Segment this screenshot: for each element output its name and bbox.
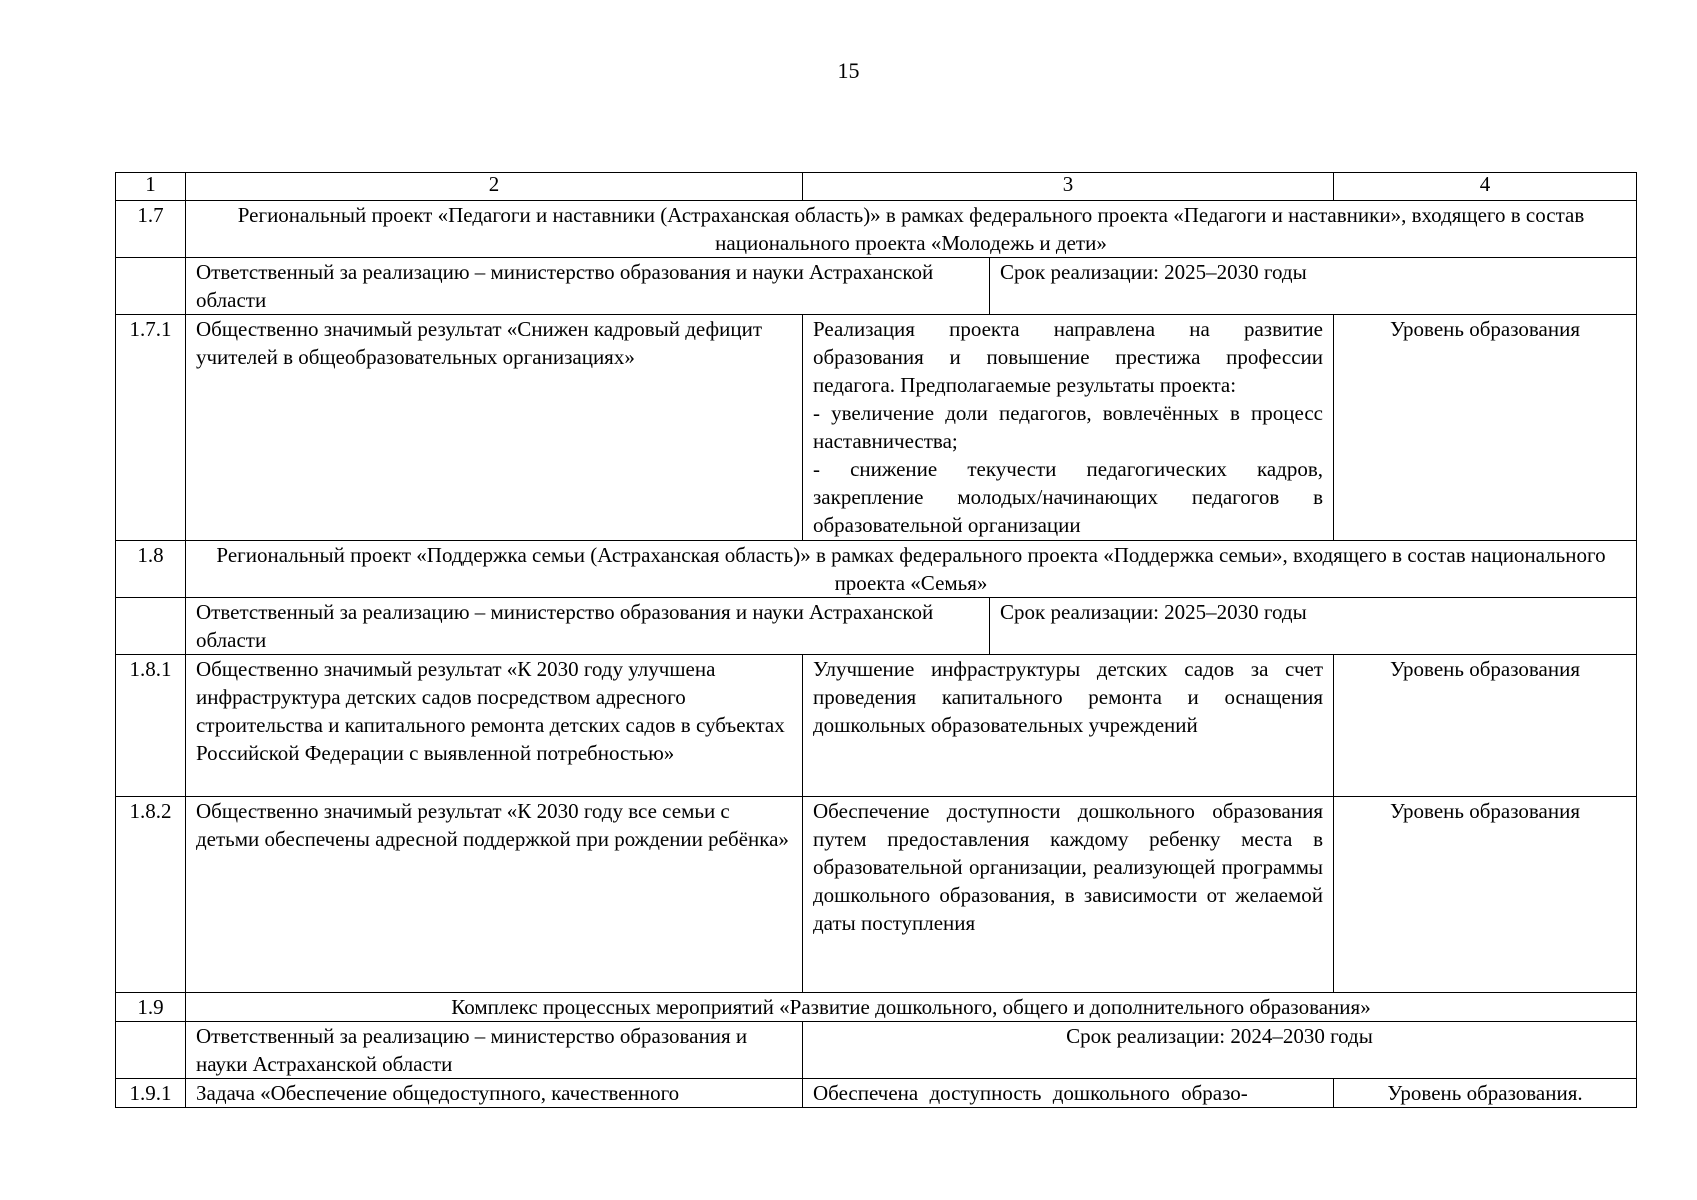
table-row-1-9-1 [116,1079,1637,1108]
description-cell: Обеспечена доступность дошкольного образо- [803,1079,1334,1108]
table-row-1-8-2 [116,797,1637,993]
implementation-term: Срок реализации: 2024–2030 годы [803,1022,1637,1079]
responsible-text: Ответственный за реализацию – министерство образования и науки Астраханской области [186,258,990,314]
table-row-1-7-1 [116,315,1637,541]
page-number: 15 [837,58,860,83]
level-cell: Уровень образования [1334,797,1637,993]
section-row-1-8 [116,541,1637,598]
row-number: 1.8.1 [116,655,186,797]
section-row-1-7 [116,201,1637,258]
program-table [115,172,1637,1108]
row-number: 1.9.1 [116,1079,186,1108]
section-number: 1.9 [116,993,186,1022]
level-cell: Уровень образования [1334,315,1637,541]
responsible-row-1-9 [116,1022,1637,1079]
empty-cell [116,258,186,315]
column-header-row [116,173,1637,201]
responsible-text: Ответственный за реализацию – министерство образования и науки Астраханской области [186,598,990,654]
level-cell: Уровень образования [1334,655,1637,797]
column-header-4: 4 [1334,173,1637,201]
description-cell: Улучшение инфраструктуры детских садов за счет проведения капитального ремонта и оснащения дошкольных образовательных учреждений [803,655,1334,797]
result-cell: Задача «Обеспечение общедоступного, качественного [186,1079,803,1108]
responsible-row-1-7 [116,258,1637,315]
section-number: 1.8 [116,541,186,598]
result-cell: Общественно значимый результат «К 2030 году все семьи с детьми обеспечены адресной поддержкой при рождении ребёнка» [186,797,803,993]
result-cell: Общественно значимый результат «К 2030 году улучшена инфраструктура детских садов посредством адресного строительства и капитального ремонта детских садов в субъектах Российской Федерации с выявленной потребностью» [186,655,803,797]
empty-cell [116,598,186,655]
row-number: 1.7.1 [116,315,186,541]
section-number: 1.7 [116,201,186,258]
section-row-1-9 [116,993,1637,1022]
implementation-term: Срок реализации: 2025–2030 годы [1000,260,1307,284]
section-title: Региональный проект «Педагоги и наставники (Астраханская область)» в рамках федерального проекта «Педагоги и наставники», входящего в состав национального проекта «Молодежь и дети» [186,201,1637,258]
column-header-3: 3 [803,173,1334,201]
empty-cell [116,1022,186,1079]
table-row-1-8-1 [116,655,1637,797]
column-header-1: 1 [116,173,186,201]
row-number: 1.8.2 [116,797,186,993]
section-title: Комплекс процессных мероприятий «Развитие дошкольного, общего и дополнительного образования» [186,993,1637,1022]
responsible-row-1-8 [116,598,1637,655]
level-cell: Уровень образования. [1334,1079,1637,1108]
description-cell: Реализация проекта направлена на развитие образования и повышение престижа профессии педагога. Предполагаемые результаты проекта: - увеличение доли педагогов, вовлечённых в процесс наставничества; - снижение текучести педагогических кадров, закрепление молодых/начинающих педагогов в образовательной организации [803,315,1334,541]
implementation-term: Срок реализации: 2025–2030 годы [1000,600,1307,624]
result-cell: Общественно значимый результат «Снижен кадровый дефицит учителей в общеобразовательных организациях» [186,315,803,541]
column-header-2: 2 [186,173,803,201]
description-cell: Обеспечение доступности дошкольного образования путем предоставления каждому ребенку места в образовательной организации, реализующей программы дошкольного образования, в зависимости от желаемой даты поступления [803,797,1334,993]
section-title: Региональный проект «Поддержка семьи (Астраханская область)» в рамках федерального проекта «Поддержка семьи», входящего в состав национального проекта «Семья» [186,541,1637,598]
responsible-text: Ответственный за реализацию – министерство образования и науки Астраханской области [186,1022,803,1079]
